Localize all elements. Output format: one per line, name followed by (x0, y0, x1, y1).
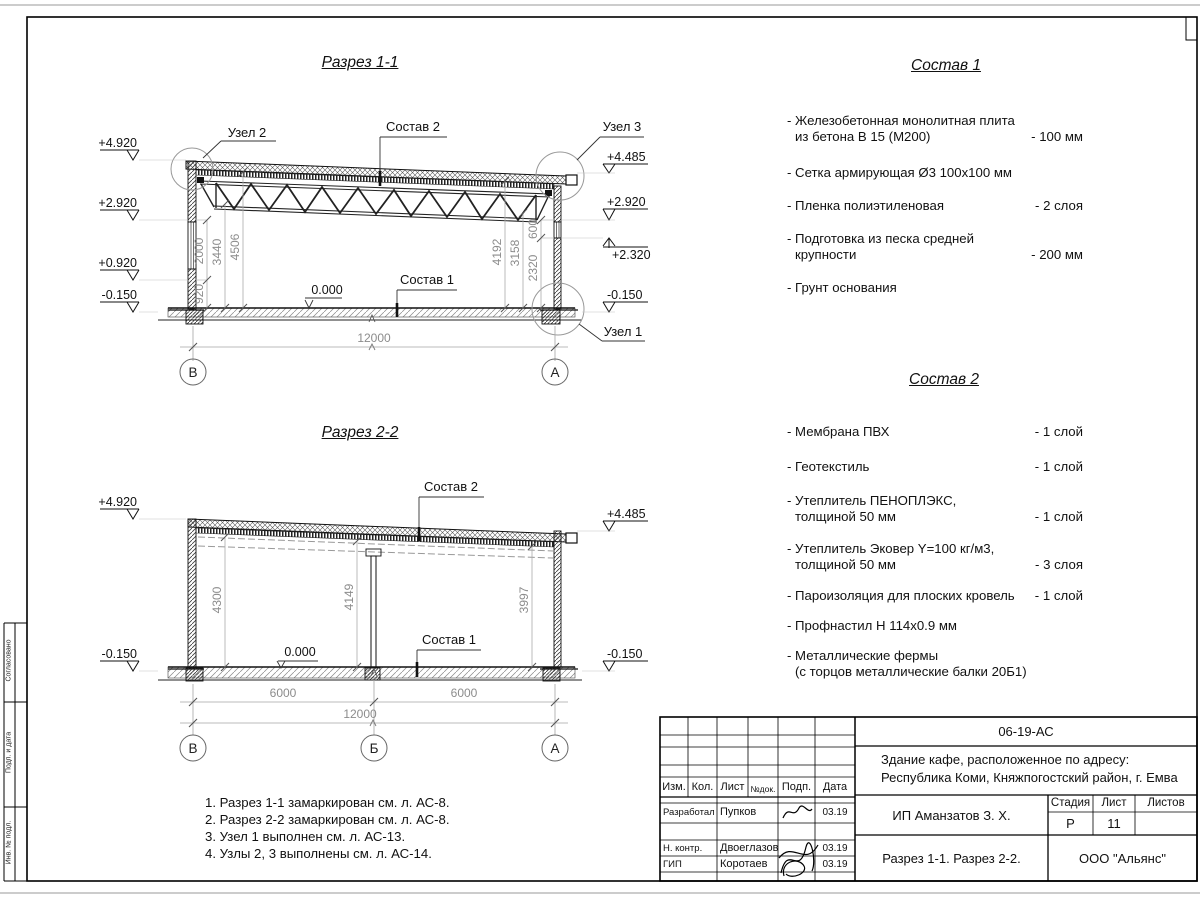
section-2-2-drawing (98, 479, 648, 761)
list-item: - Утеплитель ПЕНОПЛЭКС, толщиной 50 мм - 1 слой (787, 493, 1083, 524)
elev-right-2: +2.920 (607, 195, 646, 209)
row1-role: Разработал (663, 807, 715, 818)
margin-label-soglasovano: Согласовано (5, 639, 13, 682)
project-name-line1: Здание кафе, расположенное по адресу: (881, 752, 1130, 767)
dim-4192: 4192 (490, 238, 504, 266)
client-name: ИП Аманзатов З. Х. (892, 808, 1011, 823)
list-item: - Пароизоляция для плоских кровель - 1 слой (787, 588, 1083, 603)
drawing-title: Разрез 1-1. Разрез 2-2. (882, 851, 1021, 866)
notes-list (205, 794, 450, 862)
dim-600: 600 (526, 218, 540, 240)
elev-left-2: +2.920 (98, 196, 137, 210)
note-line: 1. Разрез 1-1 замаркирован см. л. АС-8. (205, 795, 450, 810)
callout-sostav1-s2: Состав 1 (422, 632, 476, 647)
row3-role: ГИП (663, 859, 682, 870)
col-ndok: №док. (750, 784, 776, 794)
col-izm: Изм. (662, 781, 686, 793)
margin-label-inv-podl: Инв. № подл. (5, 820, 13, 865)
elev-left-1: +4.920 (98, 136, 137, 150)
row2-date: 03.19 (822, 843, 848, 854)
callout-uzel2: Узел 2 (227, 125, 267, 140)
list-item: - Подготовка из песка средней крупности - 200 мм (787, 231, 1083, 262)
axis-v: В (188, 365, 198, 380)
stage-label: Стадия (1050, 797, 1091, 809)
list-item: - Утеплитель Эковер Y=100 кг/м3, толщиной 50 мм - 3 слоя (787, 541, 1083, 572)
list-item: - Сетка армирующая Ø3 100х100 мм (787, 165, 1012, 180)
dim-3158: 3158 (508, 239, 522, 267)
dim-3440: 3440 (210, 238, 224, 266)
note-line: 4. Узлы 2, 3 выполнены см. л. АС-14. (205, 846, 432, 861)
dim-4300: 4300 (210, 586, 224, 614)
dim-span1: 6000 (269, 686, 297, 700)
elev-right-4: -0.150 (607, 288, 643, 302)
dim-4149: 4149 (342, 583, 356, 611)
sostav-2-title: Состав 2 (909, 371, 979, 388)
list-item: - Мембрана ПВХ - 1 слой (787, 424, 1083, 439)
col-list: Лист (720, 781, 745, 793)
doc-number: 06-19-АС (998, 724, 1054, 739)
note-line: 3. Узел 1 выполнен см. л. АС-13. (205, 829, 406, 844)
company-name: ООО "Альянс" (1079, 851, 1166, 866)
row2-name: Двоеглазов (720, 842, 779, 854)
elev-s2-left-2: -0.150 (101, 647, 137, 661)
row2-role: Н. контр. (663, 843, 703, 854)
elev-left-3: +0.920 (98, 256, 137, 270)
sostav-2-list (787, 424, 1083, 680)
dim-2320: 2320 (526, 254, 540, 282)
margin-label-podp-data: Подп. и дата (5, 731, 13, 774)
sostav-1-list (787, 113, 1083, 296)
list-item: - Геотекстиль - 1 слой (787, 459, 1083, 474)
callout-uzel3: Узел 3 (602, 119, 642, 134)
callout-sostav2: Состав 2 (386, 119, 440, 134)
row3-date: 03.19 (822, 859, 848, 870)
section-1-1-drawing (98, 119, 650, 385)
elev-right-3: +2.320 (612, 248, 651, 262)
col-kol: Кол. (691, 781, 714, 793)
axis-s2-a: А (550, 741, 560, 756)
sheet-label: Лист (1101, 797, 1127, 809)
sheets-label: Листов (1147, 797, 1185, 809)
list-item: - Пленка полиэтиленовая - 2 слоя (787, 198, 1083, 213)
sostav-1-title: Состав 1 (911, 57, 981, 74)
sheet-number: 11 (1107, 816, 1121, 831)
col-data: Дата (822, 781, 848, 793)
dim-920: 920 (192, 283, 206, 305)
note-line: 2. Разрез 2-2 замаркирован см. л. АС-8. (205, 812, 450, 827)
elev-left-4: -0.150 (101, 288, 137, 302)
callout-sostav2-s2: Состав 2 (424, 479, 478, 494)
axis-s2-v: В (188, 741, 198, 756)
elev-right-1: +4.485 (607, 150, 646, 164)
list-item: - Грунт основания (787, 280, 897, 295)
dim-2000: 2000 (192, 237, 206, 265)
row1-date: 03.19 (822, 807, 848, 818)
signature-strokes (779, 806, 818, 876)
zero-level: 0.000 (311, 283, 343, 297)
axis-s2-b: Б (369, 741, 379, 756)
truss (200, 181, 550, 222)
zero-level-s2: 0.000 (284, 645, 316, 659)
project-name-line2: Республика Коми, Княжпогостский район, г. Емва (881, 770, 1178, 785)
stage-value: Р (1066, 816, 1075, 831)
dim-3997: 3997 (517, 586, 531, 614)
dim-total-12000: 12000 (357, 331, 391, 345)
dim-span2: 6000 (450, 686, 478, 700)
dim-4506: 4506 (228, 233, 242, 261)
section-1-1-title: Разрез 1-1 (321, 54, 399, 71)
list-item: - Профнастил Н 114х0.9 мм (787, 618, 957, 633)
list-item: - Железобетонная монолитная плита из бетона В 15 (М200) - 100 мм (787, 113, 1083, 144)
elev-s2-right-1: +4.485 (607, 507, 646, 521)
axis-a: А (550, 365, 560, 380)
elev-s2-right-2: -0.150 (607, 647, 643, 661)
callout-uzel1: Узел 1 (603, 324, 643, 339)
col-podp: Подп. (781, 781, 812, 793)
dim-total-s2: 12000 (343, 707, 377, 721)
list-item: - Металлические фермы (с торцов металлические балки 20Б1) (787, 648, 1027, 679)
section-2-2-title: Разрез 2-2 (321, 424, 399, 441)
callout-sostav1: Состав 1 (400, 272, 454, 287)
row3-name: Коротаев (720, 858, 768, 870)
elev-s2-left-1: +4.920 (98, 495, 137, 509)
row1-name: Пупков (720, 806, 757, 818)
